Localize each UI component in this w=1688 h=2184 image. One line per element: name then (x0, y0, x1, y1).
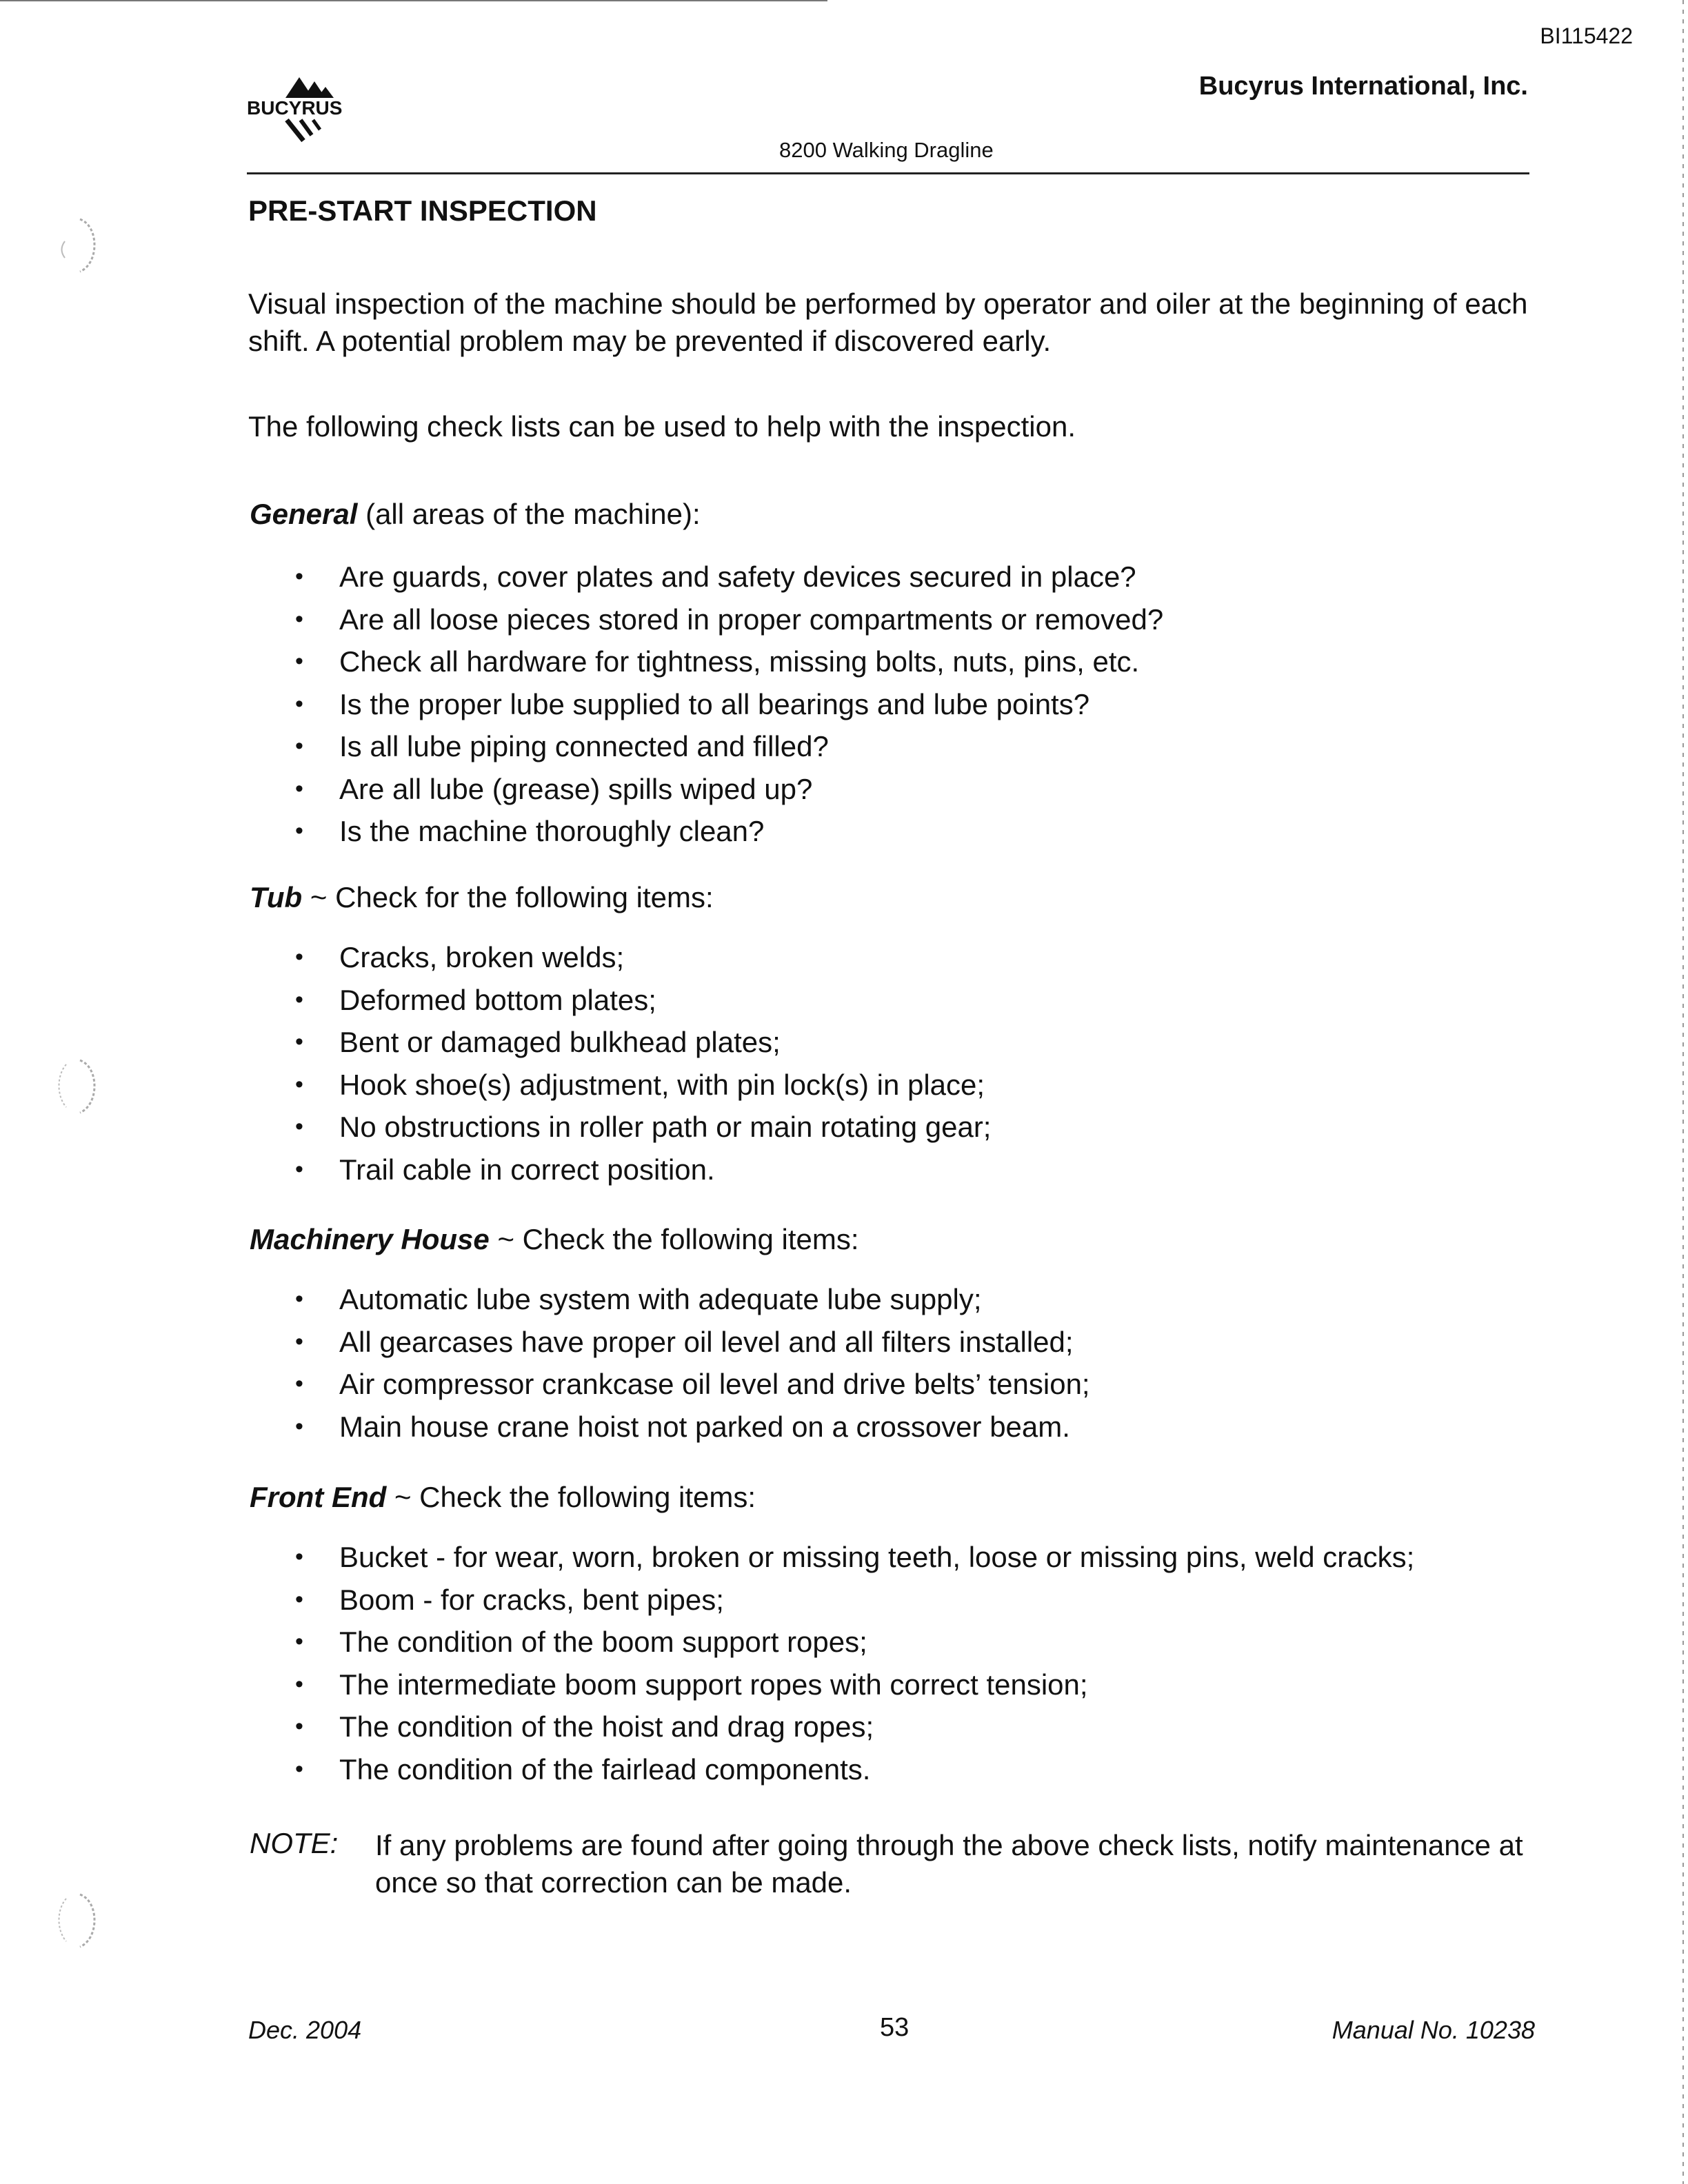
list-item: • Deformed bottom plates; (295, 979, 1536, 1022)
document-id: BI115422 (1540, 23, 1633, 48)
list-item: • Bent or damaged bulkhead plates; (295, 1021, 1536, 1064)
page-number: 53 (880, 2013, 910, 2042)
scan-edge-right (1682, 0, 1684, 2184)
front-end-heading-suffix: ~ Check the following items: (386, 1481, 756, 1513)
list-item: • Trail cable in correct position. (295, 1149, 1536, 1191)
list-item: • Are guards, cover plates and safety devices secured in place? (295, 556, 1536, 598)
tub-heading (250, 881, 714, 914)
general-heading-suffix: (all areas of the machine): (357, 498, 701, 530)
machine-model: 8200 Walking Dragline (779, 138, 994, 162)
list-item: • The condition of the boom support ropes; (295, 1621, 1536, 1664)
list-item: • The intermediate boom support ropes with correct tension; (295, 1664, 1536, 1706)
tub-checklist (295, 936, 1536, 1191)
list-item: • Automatic lube system with adequate lube supply; (295, 1278, 1536, 1321)
list-item: • Are all loose pieces stored in proper compartments or removed? (295, 598, 1536, 641)
list-item: • Main house crane hoist not parked on a crossover beam. (295, 1406, 1536, 1448)
list-item: • The condition of the hoist and drag ropes; (295, 1706, 1536, 1748)
tub-heading-name: Tub (250, 881, 303, 913)
list-item: • Is the proper lube supplied to all bearings and lube points? (295, 683, 1536, 726)
list-item: • Hook shoe(s) adjustment, with pin lock(s) in place; (295, 1064, 1536, 1106)
machinery-house-heading (250, 1223, 859, 1256)
machinery-house-heading-suffix: ~ Check the following items: (489, 1223, 859, 1255)
list-item: • The condition of the fairlead components. (295, 1748, 1536, 1791)
front-end-checklist (295, 1536, 1536, 1790)
section-title: PRE-START INSPECTION (248, 194, 597, 227)
list-item: • Are all lube (grease) spills wiped up? (295, 768, 1536, 811)
general-heading-name: General (250, 498, 358, 530)
tub-heading-suffix: ~ Check for the following items: (302, 881, 714, 913)
list-item: • All gearcases have proper oil level and all filters installed; (295, 1321, 1536, 1364)
machinery-house-heading-name: Machinery House (250, 1223, 490, 1255)
footer-date: Dec. 2004 (248, 2016, 362, 2044)
front-end-heading (250, 1481, 756, 1514)
manual-number: Manual No. 10238 (1332, 2016, 1535, 2044)
list-item: • Cracks, broken welds; (295, 936, 1536, 979)
list-item: • Is the machine thoroughly clean? (295, 810, 1536, 853)
note-text: If any problems are found after going through the above check lists, notify maintenance at once so that correction can be made. (375, 1829, 1523, 1899)
list-item: • Air compressor crankcase oil level and drive belts’ tension; (295, 1363, 1536, 1406)
company-name: Bucyrus International, Inc. (1198, 72, 1528, 101)
general-heading (250, 498, 701, 531)
list-item: • Boom - for cracks, bent pipes; (295, 1579, 1536, 1621)
logo-wordmark: BUCYRUS (247, 97, 343, 119)
list-item: • No obstructions in roller path or main rotating gear; (295, 1106, 1536, 1149)
scan-edge-top (0, 0, 827, 1)
list-item: • Bucket - for wear, worn, broken or missing teeth, loose or missing pins, weld cracks; (295, 1536, 1536, 1579)
punch-hole-mark (52, 1889, 101, 1951)
punch-hole-mark (52, 214, 101, 276)
header-rule (247, 172, 1529, 174)
list-item: • Is all lube piping connected and filled? (295, 725, 1536, 768)
note-label: NOTE: (250, 1827, 339, 1859)
front-end-heading-name: Front End (250, 1481, 387, 1513)
bucyrus-logo (245, 69, 370, 152)
intro-paragraph: Visual inspection of the machine should be performed by operator and oiler at the beginning of each shift. A potential problem may be prevented if discovered early. (248, 287, 1528, 357)
punch-hole-mark (52, 1055, 101, 1117)
list-item: • Check all hardware for tightness, missing bolts, nuts, pins, etc. (295, 640, 1536, 683)
general-checklist (295, 556, 1536, 853)
machinery-house-checklist (295, 1278, 1536, 1448)
intro-checklist-note: The following check lists can be used to help with the inspection. (248, 410, 1076, 443)
